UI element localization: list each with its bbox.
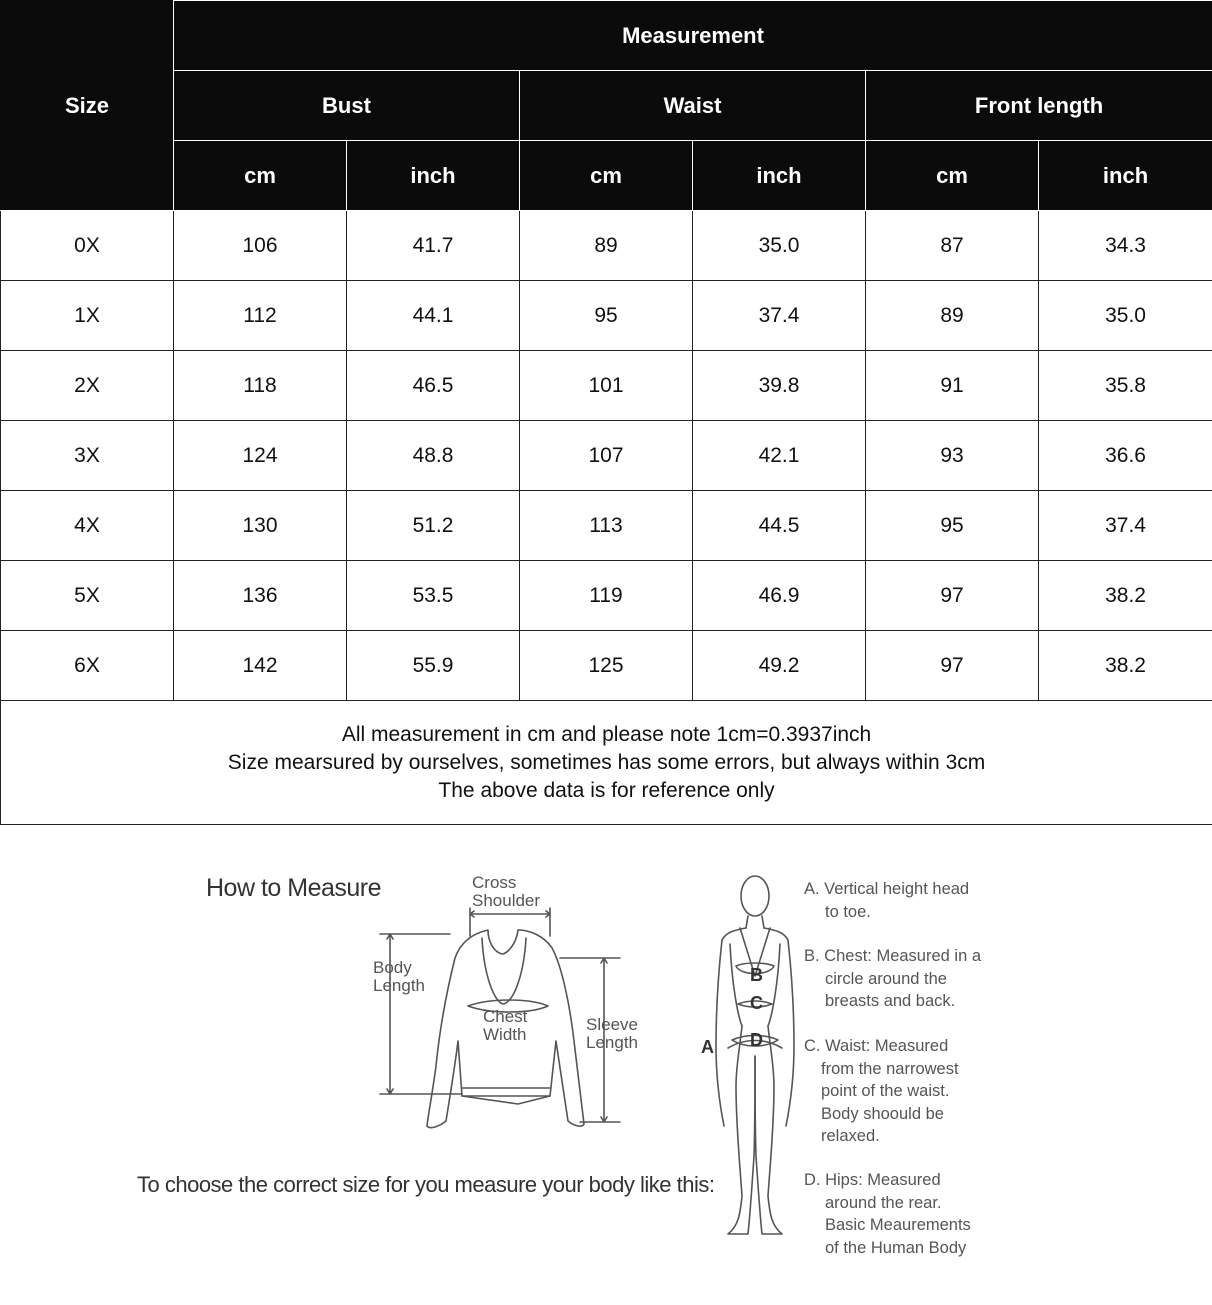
- measurement-cell: 35.0: [1039, 281, 1212, 351]
- legend-item-a: A. Vertical height head to toe.: [804, 880, 970, 921]
- measurement-cell: 119: [520, 561, 693, 631]
- chest-width-label: Chest Width: [483, 1007, 528, 1044]
- measurement-cell: 89: [520, 211, 693, 281]
- measurement-cell: 35.8: [1039, 351, 1212, 421]
- measurement-cell: 95: [520, 281, 693, 351]
- measurement-header: Measurement: [174, 1, 1212, 71]
- bust-header: Bust: [174, 71, 520, 141]
- table-row: [1, 351, 1212, 421]
- note-line: Size mearsured by ourselves, sometimes has some errors, but always within 3cm: [227, 750, 986, 774]
- human-figure: [716, 876, 794, 1234]
- measurement-cell: 48.8: [347, 421, 520, 491]
- size-cell: 1X: [1, 281, 174, 351]
- measurement-cell: 89: [866, 281, 1039, 351]
- unit-header: cm: [520, 141, 693, 211]
- measurement-cell: 44.5: [693, 491, 866, 561]
- measurement-cell: 38.2: [1039, 631, 1212, 701]
- body-letter-b: B: [750, 965, 763, 985]
- sleeve-length-label: Sleeve Length: [586, 1015, 638, 1052]
- cross-shoulder-label: Cross Shoulder: [472, 873, 541, 910]
- unit-header: inch: [347, 141, 520, 211]
- measurement-cell: 93: [866, 421, 1039, 491]
- measurement-cell: 46.9: [693, 561, 866, 631]
- body-letter-d: D: [750, 1030, 763, 1050]
- measurement-cell: 142: [174, 631, 347, 701]
- table-row: [1, 211, 1212, 281]
- measurement-cell: 97: [866, 631, 1039, 701]
- measurement-cell: 37.4: [693, 281, 866, 351]
- size-cell: 5X: [1, 561, 174, 631]
- unit-header: inch: [1039, 141, 1212, 211]
- measurement-cell: 37.4: [1039, 491, 1212, 561]
- size-cell: 3X: [1, 421, 174, 491]
- table-row: [1, 561, 1212, 631]
- measure-instruction: To choose the correct size for you measure your body like this:: [137, 1172, 715, 1197]
- measurement-cell: 107: [520, 421, 693, 491]
- measurement-cell: 112: [174, 281, 347, 351]
- measure-illustration: [0, 826, 1212, 1305]
- how-to-measure-figure: [0, 826, 1212, 1305]
- front-length-header: Front length: [866, 71, 1212, 141]
- measurement-cell: 55.9: [347, 631, 520, 701]
- unit-header: inch: [693, 141, 866, 211]
- measurement-cell: 124: [174, 421, 347, 491]
- measurement-cell: 95: [866, 491, 1039, 561]
- measurement-cell: 130: [174, 491, 347, 561]
- table-row: [1, 421, 1212, 491]
- sweater-hem: [462, 1088, 550, 1096]
- unit-header: cm: [866, 141, 1039, 211]
- measurement-cell: 49.2: [693, 631, 866, 701]
- measurement-cell: 34.3: [1039, 211, 1212, 281]
- body-letter-c: C: [750, 993, 763, 1013]
- size-cell: 0X: [1, 211, 174, 281]
- measurement-cell: 125: [520, 631, 693, 701]
- measurement-cell: 36.6: [1039, 421, 1212, 491]
- legend-item-b: B. Chest: Measured in a circle around the breasts and back.: [804, 947, 982, 1010]
- legend-item-d: D. Hips: Measured around the rear. Basic Meaurements of the Human Body: [804, 1171, 971, 1257]
- measurement-cell: 113: [520, 491, 693, 561]
- measurement-cell: 136: [174, 561, 347, 631]
- size-cell: 2X: [1, 351, 174, 421]
- measurement-cell: 35.0: [693, 211, 866, 281]
- size-column-header: Size: [1, 1, 174, 211]
- table-note: [1, 701, 1212, 825]
- measurement-cell: 101: [520, 351, 693, 421]
- measurement-cell: 39.8: [693, 351, 866, 421]
- size-cell: 4X: [1, 491, 174, 561]
- table-row: [1, 281, 1212, 351]
- note-line: The above data is for reference only: [438, 778, 775, 802]
- body-length-label: Body Length: [373, 958, 425, 995]
- measurement-cell: 44.1: [347, 281, 520, 351]
- table-row: [1, 491, 1212, 561]
- measurement-cell: 38.2: [1039, 561, 1212, 631]
- measurement-cell: 97: [866, 561, 1039, 631]
- sweater-collar: [482, 938, 526, 1004]
- measurement-cell: 118: [174, 351, 347, 421]
- waist-header: Waist: [520, 71, 866, 141]
- measurement-cell: 42.1: [693, 421, 866, 491]
- unit-header: cm: [174, 141, 347, 211]
- table-row: [1, 631, 1212, 701]
- measurement-cell: 51.2: [347, 491, 520, 561]
- size-cell: 6X: [1, 631, 174, 701]
- measurement-cell: 91: [866, 351, 1039, 421]
- measurement-cell: 53.5: [347, 561, 520, 631]
- how-to-measure-title: How to Measure: [206, 874, 382, 902]
- measurement-cell: 87: [866, 211, 1039, 281]
- legend-item-c: C. Waist: Measured from the narrowest point of the waist. Body shoould be relaxed.: [804, 1037, 959, 1145]
- body-letter-a: A: [701, 1037, 714, 1057]
- note-line: All measurement in cm and please note 1cm=0.3937inch: [341, 722, 872, 746]
- measurement-cell: 46.5: [347, 351, 520, 421]
- measurement-cell: 41.7: [347, 211, 520, 281]
- measurement-cell: 106: [174, 211, 347, 281]
